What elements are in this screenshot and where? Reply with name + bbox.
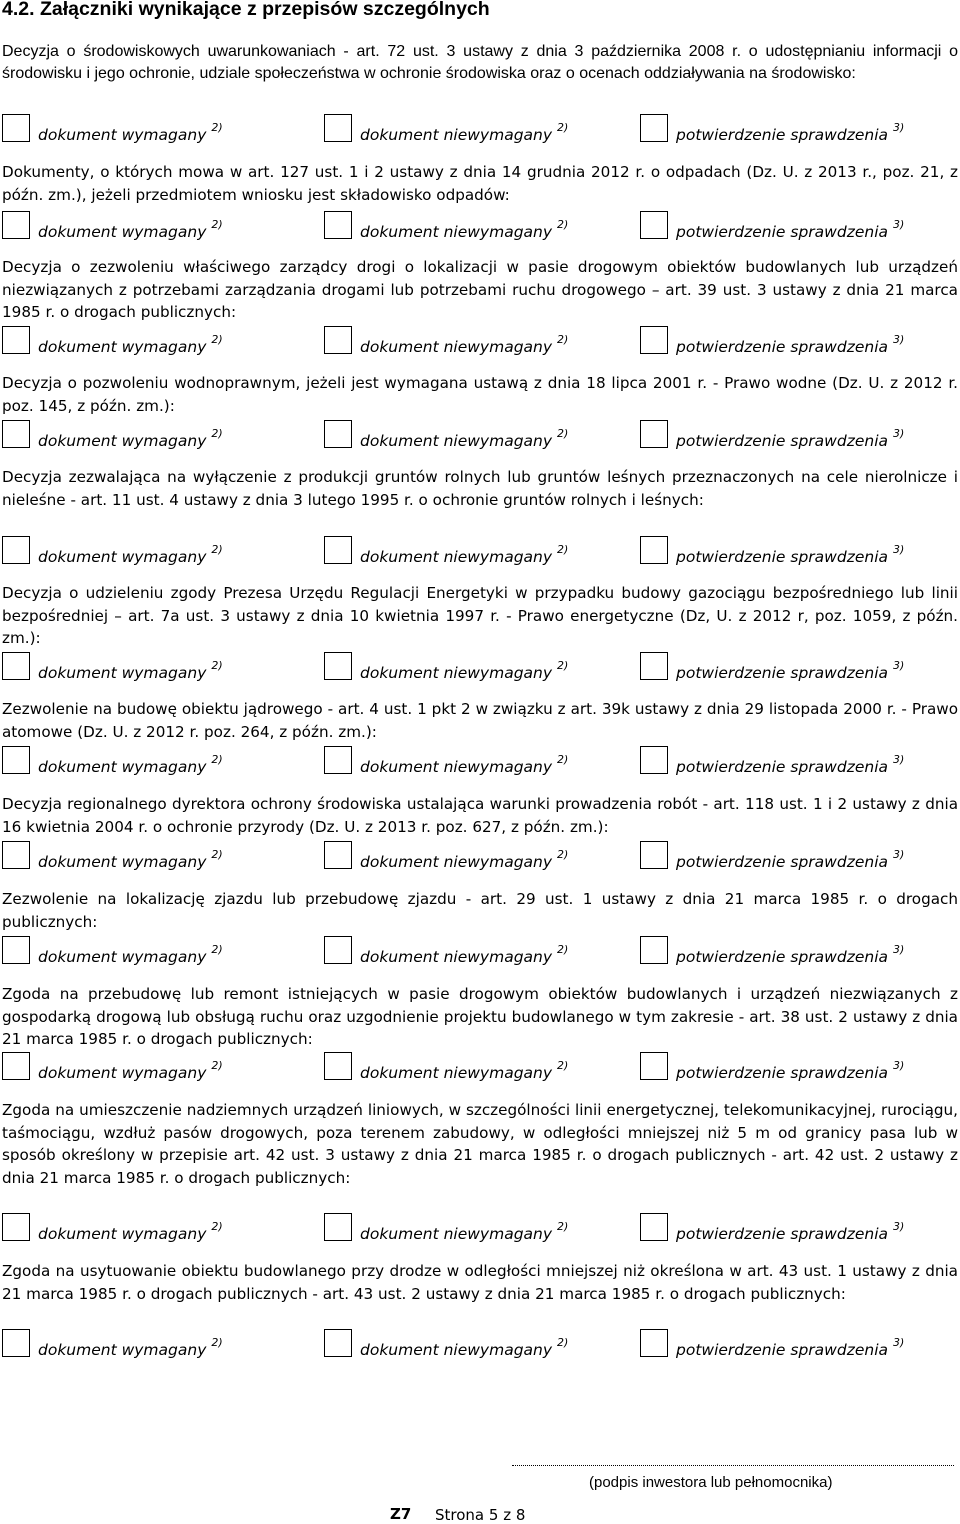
not-required-label-text: dokument niewymagany bbox=[360, 1341, 553, 1359]
not-required-checkbox[interactable] bbox=[324, 936, 352, 964]
verification-footnote-ref: 3) bbox=[893, 1059, 905, 1072]
not-required-checkbox[interactable] bbox=[324, 841, 352, 869]
verification-label-text: potwierdzenie sprawdzenia bbox=[676, 223, 888, 241]
not-required-label-text: dokument niewymagany bbox=[360, 1064, 553, 1082]
verification-footnote-ref: 3) bbox=[893, 848, 905, 861]
verification-label bbox=[676, 427, 905, 450]
verification-label bbox=[676, 218, 905, 241]
not-required-label-text: dokument niewymagany bbox=[360, 432, 553, 450]
required-checkbox[interactable] bbox=[2, 536, 30, 564]
signature-label: (podpis inwestora lub pełnomocnika) bbox=[589, 1474, 833, 1491]
not-required-label-text: dokument niewymagany bbox=[360, 223, 553, 241]
required-checkbox[interactable] bbox=[2, 1213, 30, 1241]
not-required-label-text: dokument niewymagany bbox=[360, 664, 553, 682]
not-required-footnote-ref: 2) bbox=[557, 427, 569, 440]
required-footnote-ref: 2) bbox=[211, 543, 223, 556]
verification-footnote-ref: 3) bbox=[893, 1336, 905, 1349]
required-label-text: dokument wymagany bbox=[38, 338, 207, 356]
attachment-options-row bbox=[0, 114, 960, 158]
verification-label bbox=[676, 848, 905, 871]
attachment-description: Zezwolenie na budowę obiektu jądrowego - art. 4 ust. 1 pkt 2 w związku z art. 39k ustawy z dnia 29 listopada 2000 r. - Prawo atomowe (Dz. U. z 2012 r. poz. 264, z późn. zm.): bbox=[2, 700, 958, 741]
not-required-checkbox[interactable] bbox=[324, 1213, 352, 1241]
required-label-text: dokument wymagany bbox=[38, 1064, 207, 1082]
required-label-text: dokument wymagany bbox=[38, 548, 207, 566]
verification-footnote-ref: 3) bbox=[893, 543, 905, 556]
verification-footnote-ref: 3) bbox=[893, 333, 905, 346]
required-footnote-ref: 2) bbox=[211, 218, 223, 231]
required-footnote-ref: 2) bbox=[211, 659, 223, 672]
verification-label-text: potwierdzenie sprawdzenia bbox=[676, 126, 888, 144]
verification-checkbox[interactable] bbox=[640, 841, 668, 869]
required-label bbox=[38, 427, 223, 450]
verification-label-text: potwierdzenie sprawdzenia bbox=[676, 1225, 888, 1243]
required-checkbox[interactable] bbox=[2, 326, 30, 354]
attachment-options-row bbox=[0, 1052, 960, 1096]
required-checkbox[interactable] bbox=[2, 746, 30, 774]
required-label bbox=[38, 543, 223, 566]
verification-checkbox[interactable] bbox=[640, 211, 668, 239]
required-checkbox[interactable] bbox=[2, 420, 30, 448]
page-number: Strona 5 z 8 bbox=[435, 1506, 526, 1524]
verification-footnote-ref: 3) bbox=[893, 753, 905, 766]
verification-label-text: potwierdzenie sprawdzenia bbox=[676, 948, 888, 966]
required-label bbox=[38, 121, 223, 144]
attachment-options-row bbox=[0, 211, 960, 255]
not-required-footnote-ref: 2) bbox=[557, 333, 569, 346]
not-required-label-text: dokument niewymagany bbox=[360, 338, 553, 356]
required-label bbox=[38, 218, 223, 241]
required-label bbox=[38, 1059, 223, 1082]
not-required-label-text: dokument niewymagany bbox=[360, 853, 553, 871]
verification-label-text: potwierdzenie sprawdzenia bbox=[676, 853, 888, 871]
verification-checkbox[interactable] bbox=[640, 1329, 668, 1357]
required-footnote-ref: 2) bbox=[211, 1220, 223, 1233]
not-required-footnote-ref: 2) bbox=[557, 121, 569, 134]
verification-checkbox[interactable] bbox=[640, 652, 668, 680]
not-required-footnote-ref: 2) bbox=[557, 1336, 569, 1349]
attachment-description: Decyzja regionalnego dyrektora ochrony środowiska ustalająca warunki prowadzenia robót - art. 118 ust. 1 i 2 ustawy z dnia 16 kwietnia 2004 r. o ochronie przyrody (Dz. U. z 2013 r. poz. 627, z późn. zm.): bbox=[2, 795, 958, 836]
attachment-description: Decyzja o środowiskowych uwarunkowaniach - art. 72 ust. 3 ustawy z dnia 3 października 2008 r. o udostępnianiu informacji o środowisku i jego ochronie, udziale społeczeństwa w ochronie środowiska oraz o ocenach oddziaływania na środowisko: bbox=[2, 43, 958, 82]
attachment-description: Decyzja zezwalająca na wyłączenie z produkcji gruntów rolnych lub gruntów leśnych przeznaczonych na cele nierolnicze i nieleśne - art. 11 ust. 4 ustawy z dnia 3 lutego 1995 r. o ochronie gruntów rolnych i leśnych: bbox=[2, 468, 958, 509]
not-required-checkbox[interactable] bbox=[324, 420, 352, 448]
required-footnote-ref: 2) bbox=[211, 1336, 223, 1349]
required-label bbox=[38, 1336, 223, 1359]
required-footnote-ref: 2) bbox=[211, 943, 223, 956]
verification-checkbox[interactable] bbox=[640, 936, 668, 964]
not-required-label-text: dokument niewymagany bbox=[360, 758, 553, 776]
verification-label bbox=[676, 1336, 905, 1359]
verification-checkbox[interactable] bbox=[640, 326, 668, 354]
verification-footnote-ref: 3) bbox=[893, 121, 905, 134]
not-required-label bbox=[360, 1220, 569, 1243]
not-required-footnote-ref: 2) bbox=[557, 943, 569, 956]
required-label bbox=[38, 333, 223, 356]
attachment-description: Dokumenty, o których mowa w art. 127 ust. 1 i 2 ustawy z dnia 14 grudnia 2012 r. o odpadach (Dz. U. z 2013 r., poz. 21, z późn. zm.), jeżeli przedmiotem wniosku jest składowisko odpadów: bbox=[2, 163, 958, 204]
required-footnote-ref: 2) bbox=[211, 753, 223, 766]
required-checkbox[interactable] bbox=[2, 652, 30, 680]
not-required-checkbox[interactable] bbox=[324, 536, 352, 564]
not-required-checkbox[interactable] bbox=[324, 746, 352, 774]
attachment-options-row bbox=[0, 652, 960, 696]
verification-footnote-ref: 3) bbox=[893, 1220, 905, 1233]
attachment-description: Zgoda na umieszczenie nadziemnych urządzeń liniowych, w szczególności linii energetycznej, telekomunikacyjnej, rurociągu, taśmociągu, wzdłuż pasów drogowych, poza terenem zabudowy, w odległości mniejszej niż 5 m od granicy pasa lub w sposób określony w przepisie art. 42 ust. 3 ustawy z dnia 21 marca 1985 r. o drogach publicznych - art. 42 ust. 2 ustawy z dnia 21 marca 1985 r. o drogach publicznych: bbox=[2, 1101, 958, 1187]
section-title: 4.2. Załączniki wynikające z przepisów szczególnych bbox=[2, 0, 490, 20]
not-required-footnote-ref: 2) bbox=[557, 753, 569, 766]
verification-label-text: potwierdzenie sprawdzenia bbox=[676, 338, 888, 356]
attachment-description: Zgoda na usytuowanie obiektu budowlanego przy drodze w odległości mniejszej niż określona w art. 43 ust. 1 ustawy z dnia 21 marca 1985 r. o drogach publicznych - art. 43 ust. 2 ustawy z dnia 21 marca 1985 r. o drogach publicznych: bbox=[2, 1262, 958, 1303]
signature-line bbox=[512, 1465, 954, 1466]
attachment-description: Zezwolenie na lokalizację zjazdu lub przebudowę zjazdu - art. 29 ust. 1 ustawy z dnia 21 marca 1985 r. o drogach publicznych: bbox=[2, 890, 958, 931]
not-required-checkbox[interactable] bbox=[324, 1052, 352, 1080]
verification-footnote-ref: 3) bbox=[893, 943, 905, 956]
verification-label bbox=[676, 753, 905, 776]
verification-label bbox=[676, 943, 905, 966]
required-label-text: dokument wymagany bbox=[38, 1341, 207, 1359]
not-required-checkbox[interactable] bbox=[324, 652, 352, 680]
not-required-label bbox=[360, 543, 569, 566]
required-checkbox[interactable] bbox=[2, 114, 30, 142]
not-required-footnote-ref: 2) bbox=[557, 543, 569, 556]
not-required-label bbox=[360, 427, 569, 450]
not-required-label bbox=[360, 121, 569, 144]
verification-footnote-ref: 3) bbox=[893, 427, 905, 440]
not-required-footnote-ref: 2) bbox=[557, 659, 569, 672]
required-label-text: dokument wymagany bbox=[38, 223, 207, 241]
required-checkbox[interactable] bbox=[2, 841, 30, 869]
verification-label-text: potwierdzenie sprawdzenia bbox=[676, 1064, 888, 1082]
verification-label-text: potwierdzenie sprawdzenia bbox=[676, 758, 888, 776]
not-required-label bbox=[360, 659, 569, 682]
required-label-text: dokument wymagany bbox=[38, 1225, 207, 1243]
attachment-description: Decyzja o udzieleniu zgody Prezesa Urzędu Regulacji Energetyki w przypadku budowy gazociągu bezpośredniego lub linii bezpośredniej – art. 7a ust. 3 ustawy z dnia 10 kwietnia 1997 r. - Prawo energetyczne (Dz, U. z 2012 r, poz. 1059, z późn. zm.): bbox=[2, 584, 958, 647]
verification-label-text: potwierdzenie sprawdzenia bbox=[676, 1341, 888, 1359]
required-label-text: dokument wymagany bbox=[38, 664, 207, 682]
verification-label bbox=[676, 1220, 905, 1243]
required-label bbox=[38, 1220, 223, 1243]
not-required-label-text: dokument niewymagany bbox=[360, 948, 553, 966]
not-required-label bbox=[360, 753, 569, 776]
required-label-text: dokument wymagany bbox=[38, 126, 207, 144]
required-label bbox=[38, 943, 223, 966]
attachment-options-row bbox=[0, 420, 960, 464]
not-required-label-text: dokument niewymagany bbox=[360, 548, 553, 566]
required-label-text: dokument wymagany bbox=[38, 853, 207, 871]
not-required-footnote-ref: 2) bbox=[557, 1220, 569, 1233]
required-label-text: dokument wymagany bbox=[38, 758, 207, 776]
not-required-label-text: dokument niewymagany bbox=[360, 1225, 553, 1243]
required-label bbox=[38, 848, 223, 871]
attachment-options-row bbox=[0, 746, 960, 790]
not-required-label bbox=[360, 1059, 569, 1082]
not-required-checkbox[interactable] bbox=[324, 326, 352, 354]
required-footnote-ref: 2) bbox=[211, 427, 223, 440]
not-required-checkbox[interactable] bbox=[324, 1329, 352, 1357]
not-required-label bbox=[360, 848, 569, 871]
not-required-checkbox[interactable] bbox=[324, 211, 352, 239]
verification-label bbox=[676, 1059, 905, 1082]
not-required-label-text: dokument niewymagany bbox=[360, 126, 553, 144]
verification-label bbox=[676, 333, 905, 356]
attachment-options-row bbox=[0, 1329, 960, 1373]
attachment-options-row bbox=[0, 536, 960, 580]
not-required-footnote-ref: 2) bbox=[557, 1059, 569, 1072]
required-label-text: dokument wymagany bbox=[38, 948, 207, 966]
verification-label bbox=[676, 659, 905, 682]
not-required-label bbox=[360, 218, 569, 241]
verification-label-text: potwierdzenie sprawdzenia bbox=[676, 548, 888, 566]
verification-label-text: potwierdzenie sprawdzenia bbox=[676, 664, 888, 682]
attachment-description: Zgoda na przebudowę lub remont istniejących w pasie drogowym obiektów budowlanych i urządzeń niezwiązanych z gospodarką drogową lub obsługą ruchu oraz uzgodnienie projektu budowlanego w tym zakresie - art. 38 ust. 2 ustawy z dnia 21 marca 1985 r. o drogach publicznych: bbox=[2, 985, 958, 1048]
verification-checkbox[interactable] bbox=[640, 420, 668, 448]
required-footnote-ref: 2) bbox=[211, 121, 223, 134]
verification-label bbox=[676, 121, 905, 144]
attachment-options-row bbox=[0, 841, 960, 885]
not-required-label bbox=[360, 333, 569, 356]
verification-checkbox[interactable] bbox=[640, 1213, 668, 1241]
not-required-label bbox=[360, 1336, 569, 1359]
required-checkbox[interactable] bbox=[2, 936, 30, 964]
required-label bbox=[38, 659, 223, 682]
verification-checkbox[interactable] bbox=[640, 1052, 668, 1080]
attachment-options-row bbox=[0, 1213, 960, 1257]
not-required-footnote-ref: 2) bbox=[557, 218, 569, 231]
required-label bbox=[38, 753, 223, 776]
required-checkbox[interactable] bbox=[2, 1052, 30, 1080]
required-footnote-ref: 2) bbox=[211, 333, 223, 346]
verification-label-text: potwierdzenie sprawdzenia bbox=[676, 432, 888, 450]
required-checkbox[interactable] bbox=[2, 211, 30, 239]
attachment-description: Decyzja o pozwoleniu wodnoprawnym, jeżeli jest wymagana ustawą z dnia 18 lipca 2001 r. - Prawo wodne (Dz. U. z 2012 r. poz. 145, z późn. zm.): bbox=[2, 374, 958, 415]
not-required-label bbox=[360, 943, 569, 966]
form-code: Z7 bbox=[390, 1505, 412, 1523]
verification-footnote-ref: 3) bbox=[893, 659, 905, 672]
attachment-description: Decyzja o zezwoleniu właściwego zarządcy drogi o lokalizacji w pasie drogowym obiektów budowlanych lub urządzeń niezwiązanych z potrzebami zarządzania drogami lub potrzebami ruchu drogowego – art. 39 ust. 3 ustawy z dnia 21 marca 1985 r. o drogach publicznych: bbox=[2, 258, 958, 321]
verification-checkbox[interactable] bbox=[640, 114, 668, 142]
not-required-checkbox[interactable] bbox=[324, 114, 352, 142]
not-required-footnote-ref: 2) bbox=[557, 848, 569, 861]
verification-checkbox[interactable] bbox=[640, 746, 668, 774]
attachment-options-row bbox=[0, 326, 960, 370]
required-checkbox[interactable] bbox=[2, 1329, 30, 1357]
required-footnote-ref: 2) bbox=[211, 848, 223, 861]
verification-label bbox=[676, 543, 905, 566]
required-footnote-ref: 2) bbox=[211, 1059, 223, 1072]
attachment-options-row bbox=[0, 936, 960, 980]
verification-footnote-ref: 3) bbox=[893, 218, 905, 231]
required-label-text: dokument wymagany bbox=[38, 432, 207, 450]
verification-checkbox[interactable] bbox=[640, 536, 668, 564]
